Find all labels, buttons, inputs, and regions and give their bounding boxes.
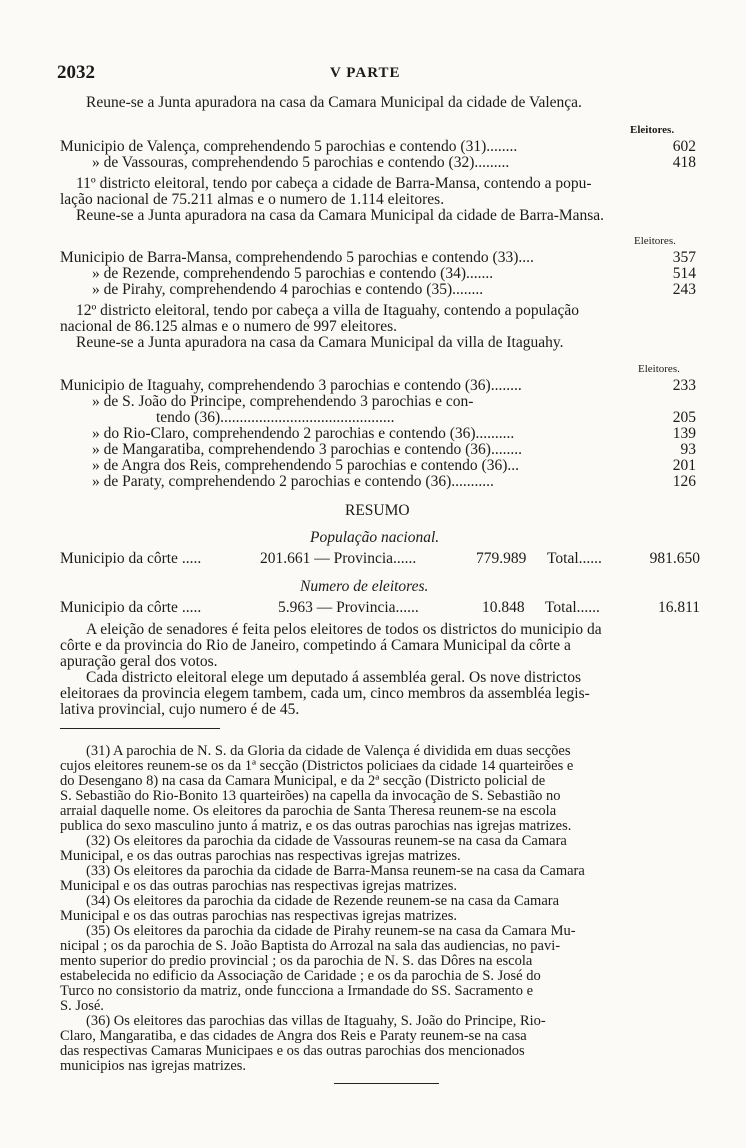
note-35-l2: nicipal ; os da parochia de S. João Baptista do Arrozal na sala das audiencias, no pavi- [60,938,561,954]
row-valenca: Municipio de Valença, comprehendendo 5 parochias e contendo (31)........ [60,138,518,155]
note-31-l3: do Desengano 8) na casa da Camara Municipal, e da 2ª secção (Districto policial de [60,773,546,789]
note-33-l2: Municipal e os das outras parochias nas respectivas igrejas matrizes. [60,878,458,894]
note-35-l5: Turco no consistorio da matriz, onde funcciona a Irmandade do SS. Sacramento e [60,983,534,999]
note-35-l6: S. José. [60,998,104,1014]
row-rio-claro: » do Rio-Claro, comprehendendo 2 parochias e contendo (36).......... [92,425,515,442]
note-34-l2: Municipal e os das outras parochias nas respectivas igrejas matrizes. [60,908,458,924]
el-total-value: 16.811 [657,599,700,616]
note-35-l4: estabelecida no edificio da Associação de Caridade ; e os da parochia de S. José do [60,968,541,984]
note-36-l1: (36) Os eleitores das parochias das villas de Itaguahy, S. João do Principe, Rio- [86,1013,546,1029]
pop-title: População nacional. [310,529,440,546]
row-barra-mansa: Municipio de Barra-Mansa, comprehendendo 5 parochias e contendo (33).... [60,249,534,266]
page-number: 2032 [57,62,95,83]
note-35-l3: mento superior do predio provincial ; os da parochia de N. S. das Dôres na escola [60,953,533,969]
el-total-label: Total...... [545,599,600,616]
note-31-l1: (31) A parochia de N. S. da Gloria da cidade de Valença é dividida em duas secções [86,743,571,759]
value-paraty: 126 [672,473,696,490]
note-33-l1: (33) Os eleitores da parochia da cidade de Barra-Mansa reunem-se na casa da Camara [86,863,585,879]
el-municipio: Municipio da côrte ..... [60,599,202,616]
note-36-l4: municipios nas igrejas matrizes. [60,1058,247,1074]
row-itaguahy: Municipio de Itaguahy, comprehendendo 3 parochias e contendo (36)........ [60,377,522,394]
resumo-title: RESUMO [345,502,410,519]
value-sjoao: 205 [672,409,696,426]
value-pirahy: 243 [672,281,696,298]
deputado-para-l1: Cada districto eleitoral elege um deputado á assembléa geral. Os nove districtos [86,669,581,686]
senado-para-l2: côrte e da provincia do Rio de Janeiro, competindo á Camara Municipal da côrte a [60,637,571,654]
deputado-para-l2: eleitoraes da provincia elegem tambem, cada um, cinco membros da assembléa legis- [60,685,590,702]
reune-barra-mansa: Reune-se a Junta apuradora na casa da Camara Municipal da cidade de Barra-Mansa. [76,207,605,224]
senado-para-l3: apuração geral dos votos. [60,653,218,670]
district-12-para-l1: 12º districto eleitoral, tendo por cabeça a villa de Itaguahy, contendo a população [76,302,580,319]
value-rio-claro: 139 [672,425,696,442]
row-sjoao-l1: » de S. João do Principe, comprehendendo 3 parochias e con- [92,393,474,410]
note-31-l4: S. Sebastião do Rio-Bonito 13 quarteirões) na capella da invocação de S. Sebastião no [60,788,561,804]
value-itaguahy: 233 [672,377,696,394]
pop-total-label: Total...... [547,550,602,567]
district-12-para-l2: nacional de 86.125 almas e o numero de 997 eleitores. [60,318,398,335]
pop-provincia-value: 779.989 [476,550,527,567]
row-vassouras: » de Vassouras, comprehendendo 5 parochias e contendo (32)......... [92,154,510,171]
value-angra: 201 [672,457,696,474]
note-36-l3: das respectivas Camaras Municipaes e os das outras parochias dos mencionados [60,1043,525,1059]
pop-total-value: 981.650 [649,550,700,567]
notes-divider [60,728,220,729]
row-rezende: » de Rezende, comprehendendo 5 parochias e contendo (34)....... [92,265,494,282]
pop-provincia: 201.661 — Provincia...... [260,550,417,567]
eleitores-label-2: Eleitores. [634,235,676,247]
row-sjoao-l2: tendo (36)............................................. [156,409,395,426]
value-barra-mansa: 357 [672,249,696,266]
value-rezende: 514 [672,265,696,282]
note-35-l1: (35) Os eleitores da parochia da cidade de Pirahy reunem-se na casa da Camara Mu- [86,923,576,939]
deputado-para-l3: lativa provincial, cujo numero é de 45. [60,701,300,718]
value-valenca: 602 [672,138,696,155]
note-36-l2: Claro, Mangaratiba, e das cidades de Angra dos Reis e Paraty reunem-se na casa [60,1028,527,1044]
row-paraty: » de Paraty, comprehendendo 2 parochias e contendo (36)........... [92,473,494,490]
value-vassouras: 418 [672,154,696,171]
note-32-l2: Municipal, e os das outras parochias nas respectivas igrejas matrizes. [60,848,461,864]
note-31-l6: publica do sexo masculino junto á matriz, e os das outras parochias nas igrejas matrizes. [60,818,572,834]
page-part-title: V PARTE [330,65,401,81]
el-provincia-value: 10.848 [482,599,525,616]
district-11-para-l2: lação nacional de 75.211 almas e o numero de 1.114 eleitores. [60,191,445,208]
el-provincia: 5.963 — Provincia...... [278,599,419,616]
eleitores-title: Numero de eleitores. [300,578,429,595]
note-34-l1: (34) Os eleitores da parochia da cidade de Rezende reunem-se na casa da Camara [86,893,560,909]
row-pirahy: » de Pirahy, comprehendendo 4 parochias e contendo (35)........ [92,281,484,298]
eleitores-label-1: Eleitores. [630,124,675,136]
note-32-l1: (32) Os eleitores da parochia da cidade de Vassouras reunem-se na casa da Camara [86,833,567,849]
senado-para-l1: A eleição de senadores é feita pelos eleitores de todos os districtos do municipio da [86,621,602,638]
value-mangaratiba: 93 [680,441,696,458]
reune-valenca: Reune-se a Junta apuradora na casa da Camara Municipal da cidade de Valença. [86,94,582,111]
bottom-divider [334,1083,439,1084]
district-11-para-l1: 11º districto eleitoral, tendo por cabeça a cidade de Barra-Mansa, contendo a popu- [76,175,592,192]
row-angra: » de Angra dos Reis, comprehendendo 5 parochias e contendo (36)... [92,457,519,474]
reune-itaguahy: Reune-se a Junta apuradora na casa da Camara Municipal da villa de Itaguahy. [76,334,564,351]
note-31-l2: cujos eleitores reunem-se os da 1ª secção (Districtos policiaes da cidade 14 quarteirões e [60,758,574,774]
pop-municipio: Municipio da côrte ..... [60,550,202,567]
note-31-l5: arraial daquelle nome. Os eleitores da parochia de Santa Theresa reunem-se na escola [60,803,557,819]
eleitores-label-3: Eleitores. [638,363,680,375]
row-mangaratiba: » de Mangaratiba, comprehendendo 3 parochias e contendo (36)........ [92,441,522,458]
